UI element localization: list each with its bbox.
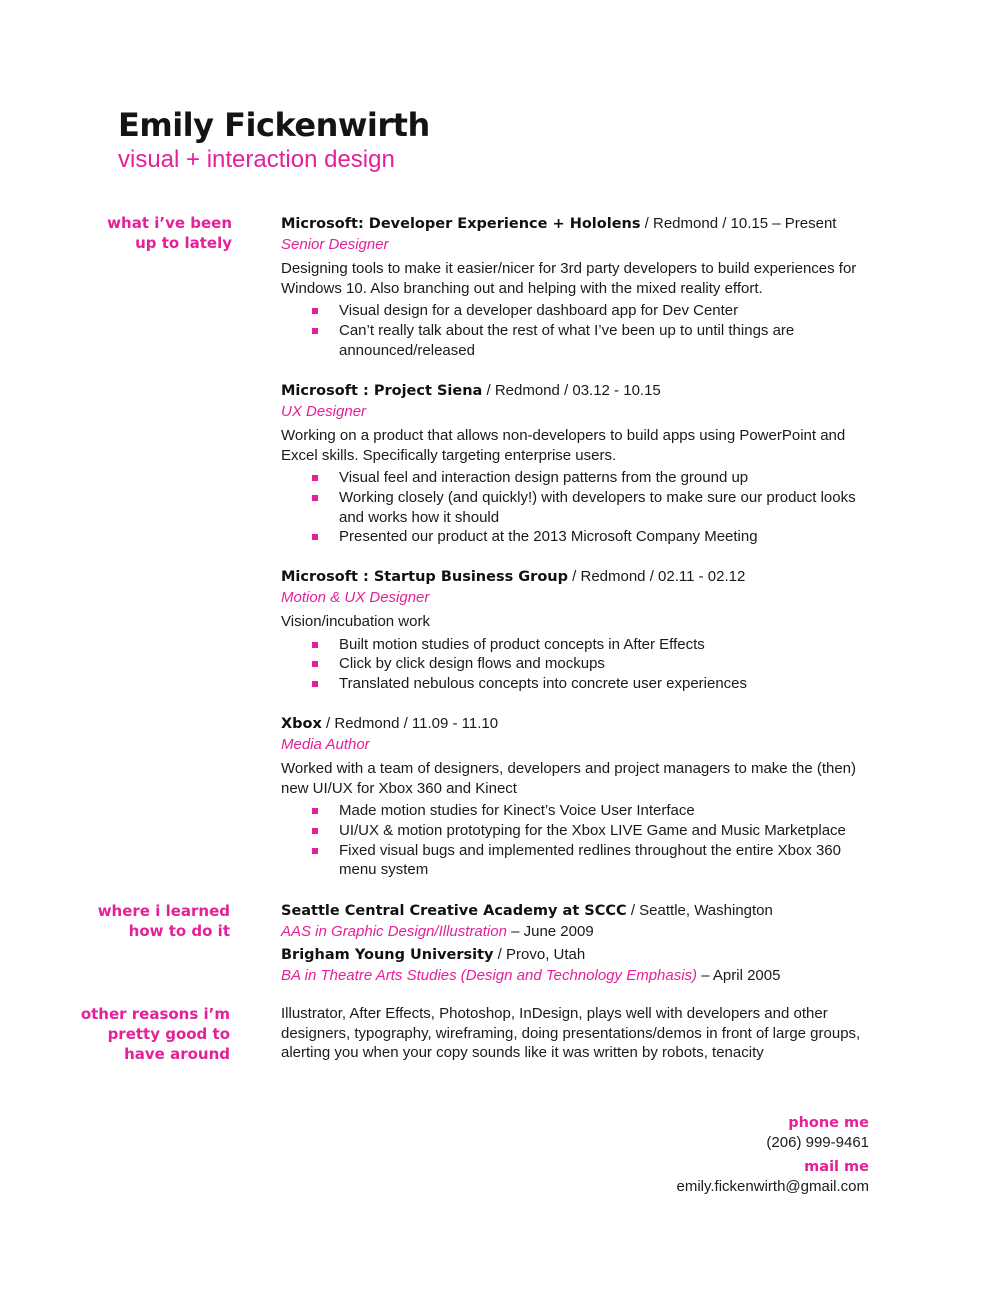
job-description: Working on a product that allows non-developers to build apps using PowerPoint and Excel skills. Specifically targeting enterprise users. [281, 427, 846, 464]
job-meta: / Redmond / 03.12 - 10.15 [482, 382, 661, 399]
job-bullet: Built motion studies of product concepts in After Effects [281, 635, 869, 655]
job-bullet-list [281, 635, 881, 694]
education-location: / Provo, Utah [493, 946, 586, 963]
job-bullet: UI/UX & motion prototyping for the Xbox LIVE Game and Music Marketplace [281, 821, 869, 841]
education-degree: AAS in Graphic Design/Illustration [281, 922, 507, 940]
job-entry [281, 381, 881, 547]
resume-tagline: visual + interaction design [118, 146, 395, 173]
education-entry [281, 945, 881, 985]
education-entry [281, 901, 881, 941]
job-bullet: Made motion studies for Kinect’s Voice User Interface [281, 801, 869, 821]
job-role: Senior Designer [281, 235, 389, 253]
education-location: / Seattle, Washington [626, 902, 773, 919]
job-bullet: Visual design for a developer dashboard app for Dev Center [281, 301, 869, 321]
job-meta: / Redmond / 02.11 - 02.12 [567, 568, 746, 585]
job-bullet: Visual feel and interaction design patterns from the ground up [281, 468, 869, 488]
job-meta: / Redmond / 11.09 - 11.10 [321, 715, 499, 732]
education-school: Seattle Central Creative Academy at SCCC [281, 903, 627, 919]
job-bullet: Fixed visual bugs and implemented redlines throughout the entire Xbox 360 menu system [281, 841, 869, 880]
job-entry [281, 567, 881, 694]
job-bullet: Click by click design flows and mockups [281, 654, 869, 674]
job-role: UX Designer [281, 402, 367, 420]
job-bullet: Translated nebulous concepts into concrete user experiences [281, 674, 869, 694]
job-bullet: Working closely (and quickly!) with developers to make sure our product looks and works how it should [281, 488, 869, 527]
education-header [281, 945, 881, 966]
contact-block [677, 1113, 870, 1197]
education-school: Brigham Young University [281, 947, 494, 963]
phone-number[interactable]: (206) 999-9461 [766, 1134, 869, 1151]
phone-label: phone me [788, 1115, 869, 1131]
job-bullet-list [281, 801, 881, 879]
job-bullet-list [281, 301, 881, 360]
experience-section-label: what i’ve been up to lately [107, 214, 232, 252]
email-address[interactable]: emily.fickenwirth@gmail.com [676, 1178, 869, 1195]
job-role: Motion & UX Designer [281, 588, 430, 606]
job-description: Vision/incubation work [281, 613, 430, 631]
job-header [281, 214, 881, 235]
job-bullet-list [281, 468, 881, 546]
job-entry [281, 214, 881, 360]
job-company: Microsoft: Developer Experience + Hololens [281, 216, 641, 232]
education-degree-line [281, 966, 881, 986]
job-company: Microsoft : Startup Business Group [281, 569, 568, 585]
skills-text: Illustrator, After Effects, Photoshop, InDesign, plays well with developers and other designers, typography, wireframing, doing presentations/demos in front of large groups, alerting you when your copy sounds like it was written by robots, tenacity [281, 1005, 861, 1062]
job-description: Designing tools to make it easier/nicer for 3rd party developers to build experiences for Windows 10. Also branching out and helping with the mixed reality effort. [281, 260, 857, 297]
job-meta: / Redmond / 10.15 – Present [640, 215, 837, 232]
education-date: – April 2005 [697, 966, 781, 984]
job-description: Worked with a team of designers, developers and project managers to make the (then) new UI/UX for Xbox 360 and Kinect [281, 760, 857, 797]
job-header [281, 567, 881, 588]
job-company: Microsoft : Project Siena [281, 383, 483, 399]
job-entry [281, 714, 881, 880]
job-bullet: Presented our product at the 2013 Microsoft Company Meeting [281, 527, 869, 547]
mail-label: mail me [804, 1159, 869, 1175]
education-degree-line [281, 922, 881, 942]
job-role: Media Author [281, 735, 370, 753]
job-company: Xbox [281, 716, 322, 732]
education-section-label: where i learned how to do it [97, 902, 230, 940]
education-degree: BA in Theatre Arts Studies (Design and Technology Emphasis) [281, 966, 698, 984]
job-bullet: Can’t really talk about the rest of what I’ve been up to until things are announced/released [281, 321, 869, 360]
job-header [281, 381, 881, 402]
education-header [281, 901, 881, 922]
resume-name: Emily Fickenwirth [118, 106, 430, 144]
education-date: – June 2009 [506, 922, 594, 940]
job-header [281, 714, 881, 735]
skills-section-label: other reasons i’m pretty good to have around [80, 1005, 230, 1063]
